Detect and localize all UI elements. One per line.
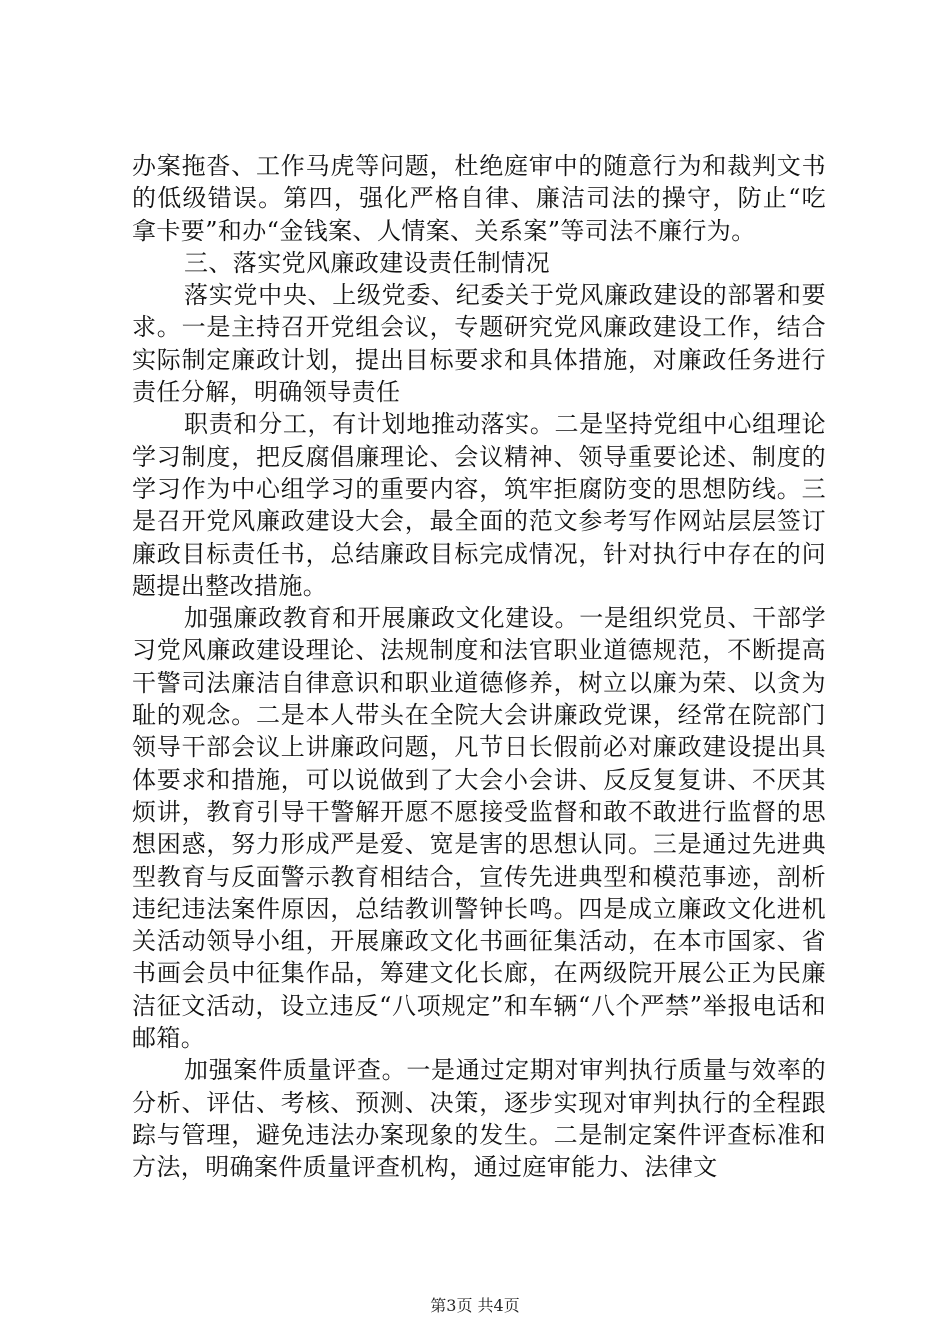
paragraph-integrity-education: 加强廉政教育和开展廉政文化建设。一是组织党员、干部学习党风廉政建设理论、法规制度和法官职业道德规范，不断提高干警司法廉洁自律意识和职业道德修养，树立以廉为荣、以贪为耻的观念。二是本人带头在全院大会讲廉政党课，经常在院部门领导干部会议上讲廉政问题，凡节日长假前必对廉政建设提出具体要求和措施，可以说做到了大会小会讲、反反复复讲、不厌其烦讲，教育引导干警解开愿不愿接受监督和敢不敢进行监督的思想困惑，努力形成严是爱、宽是害的思想认同。三是通过先进典型教育与反面警示教育相结合，宣传先进典型和模范事迹，剖析违纪违法案件原因，总结教训警钟长鸣。四是成立廉政文化进机关活动领导小组，开展廉政文化书画征集活动，在本市国家、省书画会员中征集作品，筹建文化长廊，在两级院开展公正为民廉洁征文活动，设立违反“八项规定”和车辆“八个严禁”举报电话和邮箱。 [132,604,826,1053]
document-body [132,150,826,1184]
section-heading: 三、落实党风廉政建设责任制情况 [184,248,550,277]
paragraph-continuation: 办案拖沓、工作马虎等问题，杜绝庭审中的随意行为和裁判文书的低级错误。第四，强化严格自律、廉洁司法的操守，防止“吃拿卡要”和办“金钱案、人情案、关系案”等司法不廉行为。 [132,152,826,245]
page-number-footer: 第3页 共4页 [430,1296,520,1315]
paragraph-case-quality: 加强案件质量评查。一是通过定期对审判执行质量与效率的分析、评估、考核、预测、决策，逐步实现对审判执行的全程跟踪与管理，避免违法办案现象的发生。二是制定案件评查标准和方法，明确案件质量评查机构，通过庭审能力、法律文 [132,1056,826,1182]
paragraph-implement-responsibility: 落实党中央、上级党委、纪委关于党风廉政建设的部署和要求。一是主持召开党组会议，专题研究党风廉政建设工作，结合实际制定廉政计划，提出目标要求和具体措施，对廉政任务进行责任分解，明确领导责任 [132,281,826,407]
paragraph-duties: 职责和分工，有计划地推动落实。二是坚持党组中心组理论学习制度，把反腐倡廉理论、会议精神、领导重要论述、制度的学习作为中心组学习的重要内容，筑牢拒腐防变的思想防线。三是召开党风廉政建设大会，最全面的范文参考写作网站层层签订廉政目标责任书，总结廉政目标完成情况，针对执行中存在的问题提出整改措施。 [132,410,826,600]
